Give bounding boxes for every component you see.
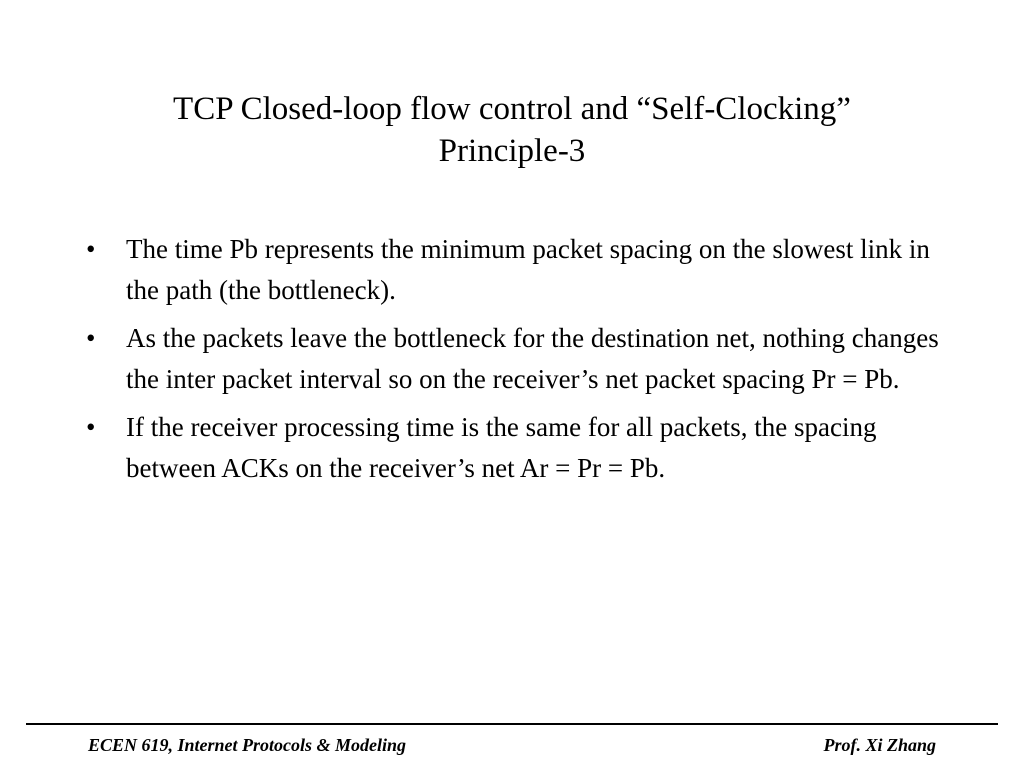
bullet-text: The time Pb represents the minimum packet spacing on the slowest link in the path (the bottleneck). [126, 234, 930, 305]
slide-title-line-1: TCP Closed-loop flow control and “Self-Clocking” [173, 91, 851, 127]
footer-divider [26, 723, 998, 725]
bullet-marker: • [86, 412, 96, 442]
bullet-marker: • [86, 234, 96, 264]
bullet-list [86, 229, 946, 496]
bullet-item-1 [86, 229, 946, 311]
bullet-marker: • [86, 323, 96, 353]
footer-course: ECEN 619, Internet Protocols & Modeling [88, 735, 407, 755]
bullet-item-2 [86, 318, 946, 400]
bullet-item-3 [86, 407, 946, 489]
slide-title [60, 88, 964, 172]
bullet-text: As the packets leave the bottleneck for the destination net, nothing changes the inter packet interval so on the receiver’s net packet spacing Pr = Pb. [126, 323, 939, 394]
footer-author: Prof. Xi Zhang [823, 735, 936, 755]
slide-title-line-2: Principle-3 [438, 133, 586, 169]
bullet-text: If the receiver processing time is the same for all packets, the spacing between ACKs on the receiver’s net Ar = Pr = Pb. [126, 412, 877, 483]
